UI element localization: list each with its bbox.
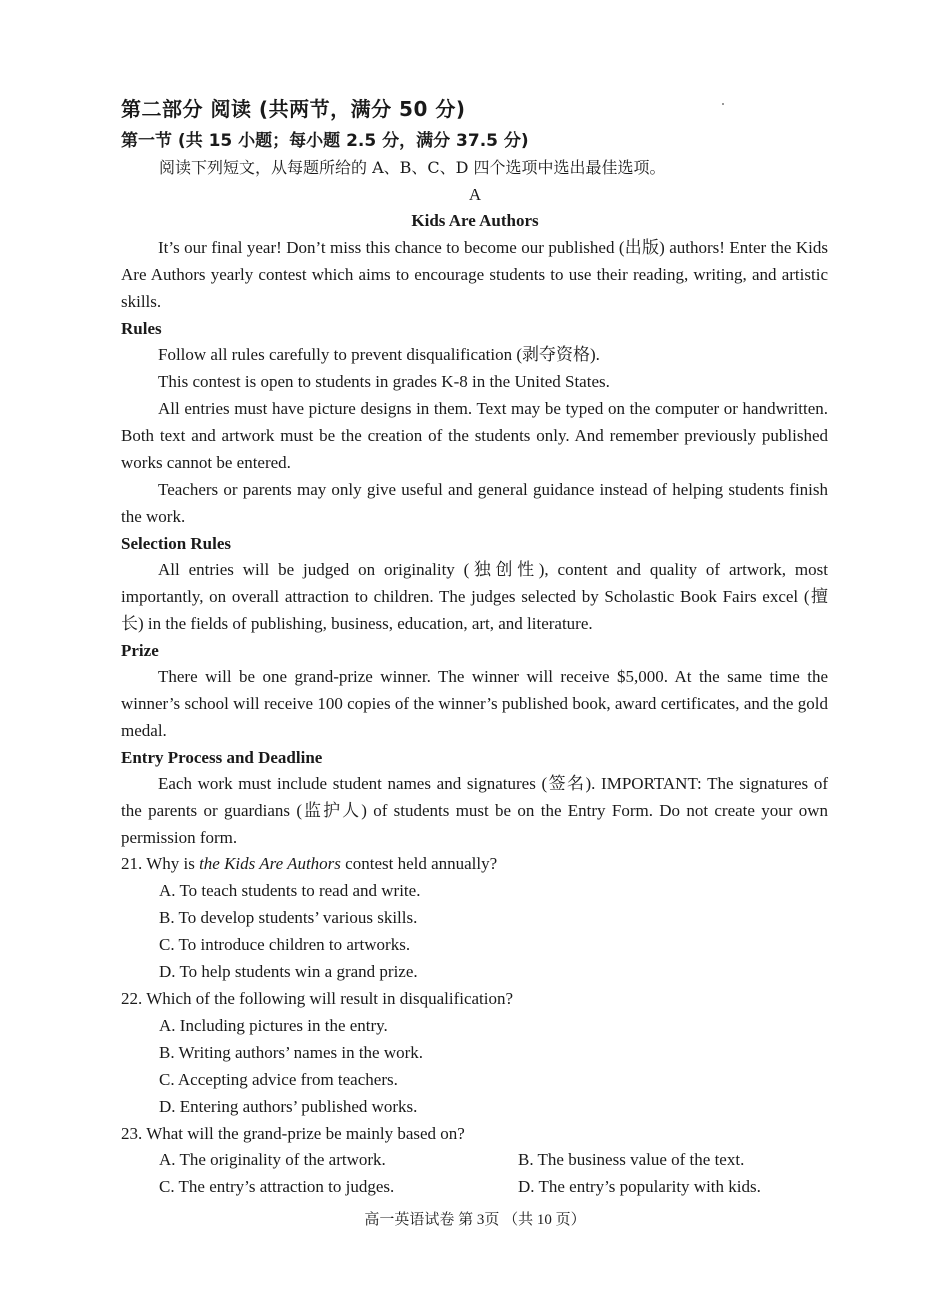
q21-option-d: D. To help students win a grand prize.: [159, 962, 418, 981]
prize-heading: Prize: [121, 641, 159, 660]
rules-paragraph-4: Teachers or parents may only give useful and general guidance instead of helping students finish the work.: [121, 480, 828, 526]
passage-letter: A: [468, 185, 482, 204]
q22-option-c: C. Accepting advice from teachers.: [159, 1070, 398, 1089]
q23-option-a: A. The originality of the artwork.: [159, 1150, 386, 1169]
rules-paragraph-1: Follow all rules carefully to prevent disqualification (剥夺资格).: [158, 345, 600, 364]
q21-option-b: B. To develop students’ various skills.: [159, 908, 418, 927]
rules-heading: Rules: [121, 319, 162, 338]
question-21-italic: the Kids Are Authors: [199, 854, 341, 873]
question-21: [121, 853, 497, 875]
scan-speck: [722, 103, 724, 105]
q21-option-c: C. To introduce children to artworks.: [159, 935, 411, 954]
rules-paragraph-3: All entries must have picture designs in them. Text may be typed on the computer or handwritten. Both text and artwork must be the creation of the students only. And remember previously published works cannot be entered.: [121, 399, 828, 472]
selection-paragraph: All entries will be judged on originality (独创性), content and quality of artwork, most importantly, on overall attraction to children. The judges selected by Scholastic Book Fairs excel (擅长) in the fields of publishing, business, education, art, and literature.: [121, 560, 828, 633]
passage-title: Kids Are Authors: [411, 211, 539, 230]
selection-heading: Selection Rules: [121, 534, 232, 553]
instruction: 阅读下列短文，从每题所给的 A、B、C、D 四个选项中选出最佳选项。: [159, 158, 666, 177]
intro-paragraph: It’s our final year! Don’t miss this chance to become our published (出版) authors! Enter the Kids Are Authors yearly contest which aims to encourage students to use their reading, writing, and artistic skills.: [121, 238, 828, 311]
q23-option-d: D. The entry’s popularity with kids.: [518, 1177, 761, 1196]
page-footer: 高一英语试卷 第 3页 （共 10 页）: [364, 1212, 586, 1228]
part-title: 第二部分 阅读 (共两节，满分 50 分): [121, 97, 466, 121]
question-22: 22. Which of the following will result in disqualification?: [121, 989, 514, 1008]
rules-paragraph-2: This contest is open to students in grades K-8 in the United States.: [158, 372, 610, 391]
question-23: 23. What will the grand-prize be mainly based on?: [121, 1124, 465, 1143]
q23-option-c: C. The entry’s attraction to judges.: [159, 1177, 395, 1196]
q22-option-a: A. Including pictures in the entry.: [159, 1016, 388, 1035]
question-21-prefix: 21. Why is: [121, 854, 200, 873]
prize-paragraph: There will be one grand-prize winner. The winner will receive $5,000. At the same time the winner’s school will receive 100 copies of the winner’s published book, award certificates, and the gold medal.: [121, 667, 828, 740]
entry-heading: Entry Process and Deadline: [121, 748, 323, 767]
q21-option-a: A. To teach students to read and write.: [159, 881, 421, 900]
q23-option-b: B. The business value of the text.: [518, 1150, 745, 1169]
entry-paragraph: Each work must include student names and signatures (签名). IMPORTANT: The signatures of the parents or guardians (监护人) of students must be on the Entry Form. Do not create your own permission form.: [121, 774, 828, 847]
question-21-suffix: contest held annually?: [340, 854, 498, 873]
q22-option-b: B. Writing authors’ names in the work.: [159, 1043, 424, 1062]
q22-option-d: D. Entering authors’ published works.: [159, 1097, 418, 1116]
section-title: 第一节 (共 15 小题；每小题 2.5 分，满分 37.5 分): [121, 131, 529, 151]
